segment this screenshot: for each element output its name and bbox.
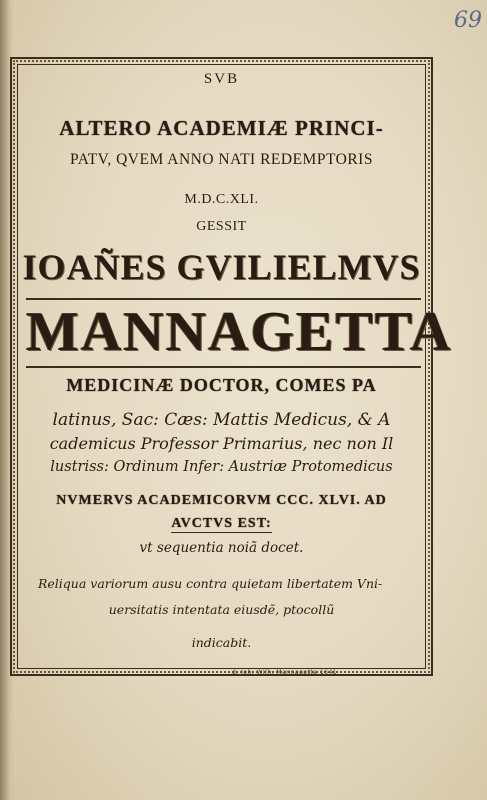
text-line-13: [20, 517, 423, 533]
heading-line-5: GESSIT: [196, 219, 247, 234]
bottom-note: d. Joh. Wilh. Mannagetta 1641: [232, 669, 338, 676]
folio-number: 69: [454, 8, 482, 33]
text-line-12: NVMERVS ACADEMICORVM CCC. XLVI. AD: [56, 493, 387, 508]
heading-line-4: M.D.C.XLI.: [184, 192, 259, 207]
text-line-9: latinus, Sac: Cæs: Mattis Medicus, & A: [52, 410, 391, 430]
text-line-17: indicabit.: [191, 635, 252, 650]
text-line-15: Reliqua variorum ausu contra quietam libertatem Vni-: [38, 576, 383, 591]
text-line-11: lustriss: Ordinum Infer: Austriæ Protomedicus: [50, 459, 393, 475]
heading-line-3: PATV, QVEM ANNO NATI REDEMPTORIS: [70, 151, 373, 168]
heading-sub: SVB: [203, 71, 240, 87]
name-mannagetta: MANNAGETTA: [26, 298, 421, 368]
name-joannes-gulielmus: IOAÑES GVILIELMVS: [22, 247, 421, 287]
text-line-10: cademicus Professor Primarius, nec non Il: [49, 434, 394, 453]
text-line-8: MEDICINÆ DOCTOR, COMES PA: [66, 375, 377, 395]
text-line-14: vt sequentia noiã docet.: [139, 540, 304, 556]
text-line-16: uersitatis intentata eiusdẽ, ptocollũ: [108, 602, 335, 617]
text-line-13-text: AVCTVS EST:: [171, 516, 272, 531]
heading-line-2: ALTERO ACADEMIÆ PRINCI-: [59, 116, 384, 140]
